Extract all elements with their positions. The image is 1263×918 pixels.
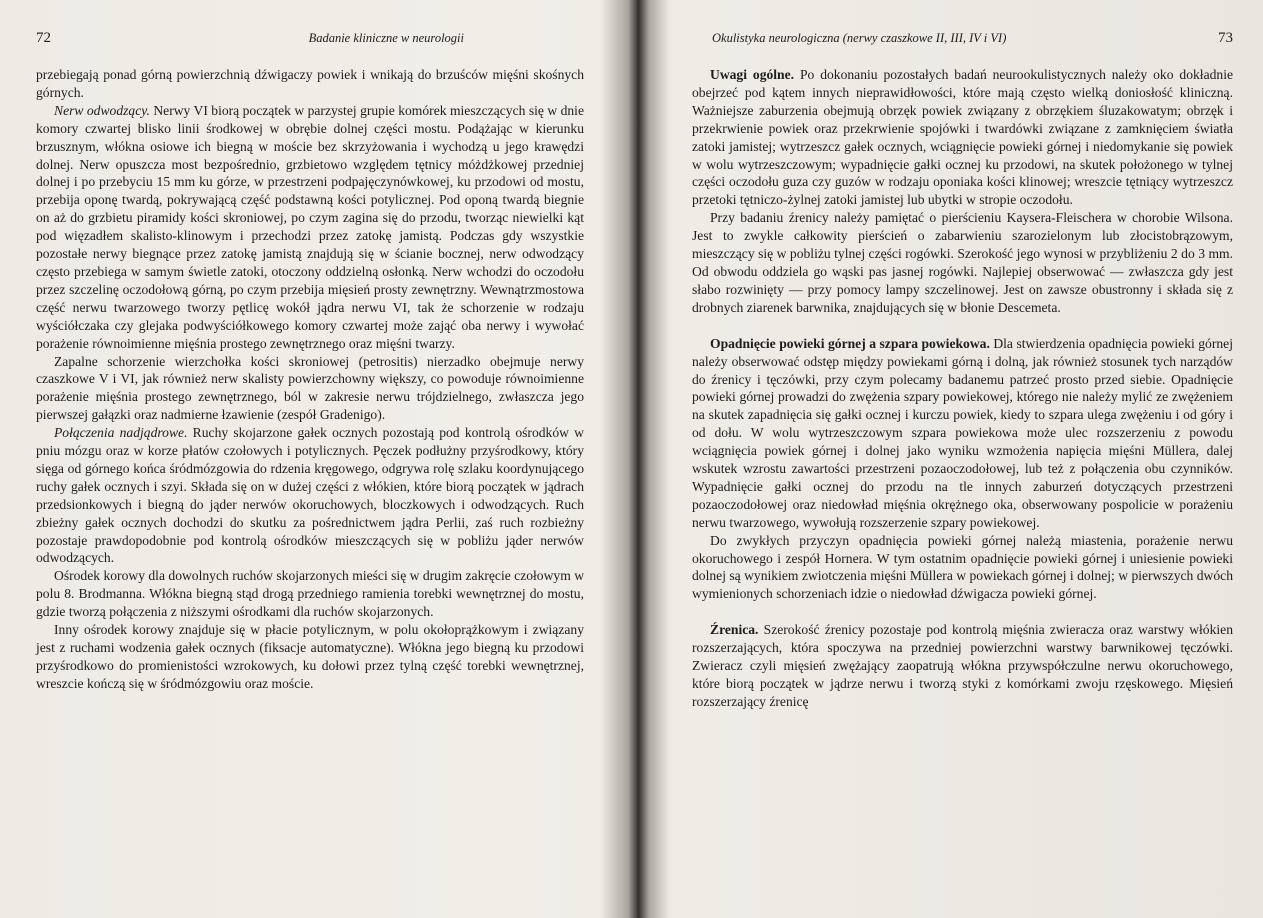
left-page-number: 72 (36, 30, 51, 46)
right-paragraph-2: Przy badaniu źrenicy należy pamiętać o pierścieniu Kaysera-Fleischera w chorobie Wilsona. Jest to zwykle całkowity pierścień o zabarwieniu szarozielonym lub złocistobrązowym, mieszczący się w pobliżu tylnej części rogówki. Szerokość jego wynosi w przybliżeniu 2 do 3 mm. Od obwodu oddziela go wąski pas jasnej rogówki. Najlepiej obserwować — zwłaszcza gdy jest słabo rozwinięty — przy pomocy lampy szczelinowej. Jest on zawsze obustronny i składa się z drobnych ziarenek barwnika, znajdujących się w błonie Descemeta. (692, 210, 1233, 315)
left-running-title: Badanie kliniczne w neurologii (308, 31, 464, 45)
section-gap (692, 317, 1233, 335)
left-page (0, 0, 620, 918)
right-page-number: 73 (1218, 30, 1233, 46)
right-running-head (692, 30, 1233, 48)
section-title-uwagi-ogolne: Uwagi ogólne. (710, 67, 795, 82)
section-gap (692, 603, 1233, 621)
right-paragraph-4: Do zwykłych przyczyn opadnięcia powieki górnej należą miastenia, porażenie nerwu okoruchowego i zespół Hornera. W tym ostatnim opadnięcie powieki górnej i uniesienie powieki dolnej są wynikiem zwiotczenia mięśni Müllera w powiekach górnej i dolnej; w pierwszych dwóch wymienionych schorzeniach idzie o niedowład dźwigacza powieki górnej. (692, 532, 1233, 602)
left-paragraph-4 (36, 424, 584, 567)
left-running-head (36, 30, 584, 48)
right-paragraph-5-text: Szerokość źrenicy pozostaje pod kontrolą mięśnia zwieracza oraz warstwy włókien rozszerzających, która spoczywa na przedniej powierzchni warstwy barwnikowej tęczówki. Zwieracz czyli mięsień zwężający zaopatrują włókna przywspółczulne nerwu okoruchowego, które biorą początek w jądrze nerwu i tworzą styki z komórkami zwoju rzęskowego. Mięsień rozszerzający źrenicę (692, 622, 1233, 709)
left-paragraph-2 (36, 102, 584, 353)
section-title-polaczenia-nadjadrowe: Połączenia nadjądrowe. (54, 425, 188, 441)
left-paragraph-6: Inny ośrodek korowy znajduje się w płacie potylicznym, w polu okołoprążkowym i związany jest z ruchami wodzenia gałek ocznych (fiksacje automatyczne). Włókna jego biegną ku przodowi przyśrodkowo do promienistości wzrokowych, ku dołowi przez tylną część torebki wewnętrznej, wreszcie kończą się w śródmózgowiu oraz moście. (36, 622, 584, 691)
right-paragraph-1 (692, 66, 1233, 209)
right-running-title: Okulistyka neurologiczna (nerwy czaszkowe II, III, IV i VI) (712, 31, 1007, 45)
left-paragraph-5: Ośrodek korowy dla dowolnych ruchów skojarzonych mieści się w drugim zakręcie czołowym w polu 8. Brodmanna. Włókna biegną stąd drogą przedniego ramienia torebki wewnętrznej do mostu, gdzie tworzą połączenia z niższymi ośrodkami dla ruchów skojarzonych. (36, 568, 585, 620)
left-paragraph-2-text: Nerwy VI biorą początek w parzystej grupie komórek mieszczących się w dnie komory czwartej blisko linii środkowej w obrębie dolnej części mostu. Podążając w kierunku brzusznym, włókna osiowe ich biegną w moście bez skrzyżowania i wychodzą u jego krawędzi dolnej. Nerw opuszcza most bezpośrednio, grzbietowo względem tętnicy móżdżkowej przedniej dolnej i po przebyciu 15 mm ku górze, w przestrzeni podpajęczynówkowej, ku przodowi od mostu, przebija oponę twardą, pokrywającą część podstawną kości potylicznej. Pod oponą twardą biegnie on aż do grzbietu piramidy kości skroniowej, po czym zagina się do przodu, tworząc niewielki kąt pod więzadłem skalisto-klinowym i przechodzi przez zatokę jamistą. Podczas gdy wszystkie pozostałe nerwy biegnące przez zatokę jamistą znajdują się w ścianie bocznej, nerw odwodzący często przebiega w samym świetle zatoki, otoczony oddzielną osłonką. Nerw wchodzi do oczodołu przez szczelinę oczodołową górną, po czym przebija mięsień prosty zewnętrzny. Wewnątrzmostowa część nerwu twarzowego tworzy pętlicę wokół jądra nerwu VI, tak że schorzenie w rodzaju wyściółczaka czy glejaka podwyściółkowego komory czwartej może zająć oba nerwy i wywołać porażenie równoimienne mięśnia prostego zewnętrznego oraz mięśni twarzy. (36, 102, 584, 351)
right-paragraph-3-text: Dla stwierdzenia opadnięcia powieki górnej należy obserwować odstęp między powiekami górną i dolną, jak również stosunek tych narządów do źrenicy i tęczówki, przy czym polecamy badanemu patrzeć prosto przed siebie. Opadnięcie powieki górnej prowadzi do zwężenia szpary powiekowej, którego nie należy mylić ze zwężeniem na skutek zapadnięcia się gałki ocznej i kurczu powiek, kiedy to szpara ulega zwężeniu i od góry i od dołu. W wolu wytrzeszczowym szpara powiekowa może ulec rozszerzeniu z powodu wciągnięcia powiek górnej i dolnej jako wyniku wzmożenia napięcia mięśni Müllera, dalej wskutek wzrostu zawartości przestrzeni pozaoczodołowej, lub też z połączenia obu czynników. Wypadnięcie gałki ocznej do przodu na tle innych zaburzeń dotyczących przestrzeni pozaoczodołowej oraz niedowład mięśnia okrężnego oka, obserwowany pospolicie w porażeniu nerwu twarzowego, wywołują rozszerzenie szpary powiekowej. (692, 335, 1233, 530)
section-title-zrenica: Źrenica. (710, 622, 759, 638)
section-title-opadniecie-powieki: Opadnięcie powieki górnej a szpara powiekowa. (710, 335, 990, 351)
left-paragraph-3: Zapalne schorzenie wierzchołka kości skroniowej (petrositis) nierzadko obejmuje nerwy czaszkowe V i VI, jak również nerw skalisty powierzchowny większy, co powoduje równoimienne porażenie mięśnia prostego zewnętrznego, ból w zakresie nerwu trójdzielnego, zwłaszcza jego pierwszej gałązki oraz nadmierne łzawienie (zespół Gradenigo). (36, 353, 584, 423)
right-paragraph-5 (692, 621, 1233, 711)
right-page (620, 0, 1263, 918)
right-paragraph-1-text: Po dokonaniu pozostałych badań neurookulistycznych należy oko dokładnie obejrzeć pod kątem innych nieprawidłowości, które mają często wielką doniosłość kliniczną. Ważniejsze zaburzenia obejmują obrzęk powiek związany z obrzękiem śluzakowatym; obrzęk i przekrwienie powiek oraz przekrwienie spojówki i twardówki związane z zamknięciem światła zatoki jamistej; wytrzeszcz gałek ocznych, wciągnięcie powieki górnej i niedomykanie się powiek w wolu wytrzeszczowym; wypadnięcie gałki ocznej ku przodowi, na skutek położonego w tylnej części oczodołu guza czy guzów w rodzaju oponiaka kości klinowej; wreszcie tętniący wytrzeszcz przetoki tętniczo-żylnej zatoki jamistej lub ubytki w stropie oczodołu. (692, 67, 1234, 208)
left-paragraph-4-text: Ruchy skojarzone gałek ocznych pozostają pod kontrolą ośrodków w pniu mózgu oraz w korze płatów czołowych i potylicznych. Pęczek podłużny przyśrodkowy, który sięga od górnego końca śródmózgowia do rdzenia kręgowego, odgrywa rolę szlaku koordynującego ruchy gałek ocznych i szyi. Składa się on w dużej części z włókien, które biorą początek w jądrach przedsionkowych i biegną do jąder nerwów okoruchowych, bloczkowych i odwodzących. Ruch zbieżny gałek ocznych dochodzi do skutku za pośrednictwem jądra Perlii, zaś ruch rozbieżny pozostaje prawdopodobnie pod kontrolą ośrodków mieszczących się w pobliżu jąder nerwów odwodzących. (36, 425, 584, 566)
right-paragraph-3 (692, 335, 1233, 532)
section-title-nerw-odwodzacy: Nerw odwodzący. (54, 102, 150, 118)
left-paragraph-1: przebiegają ponad górną powierzchnią dźwigaczy powiek i wnikają do brzuśców mięśni skośnych górnych. (36, 67, 584, 100)
